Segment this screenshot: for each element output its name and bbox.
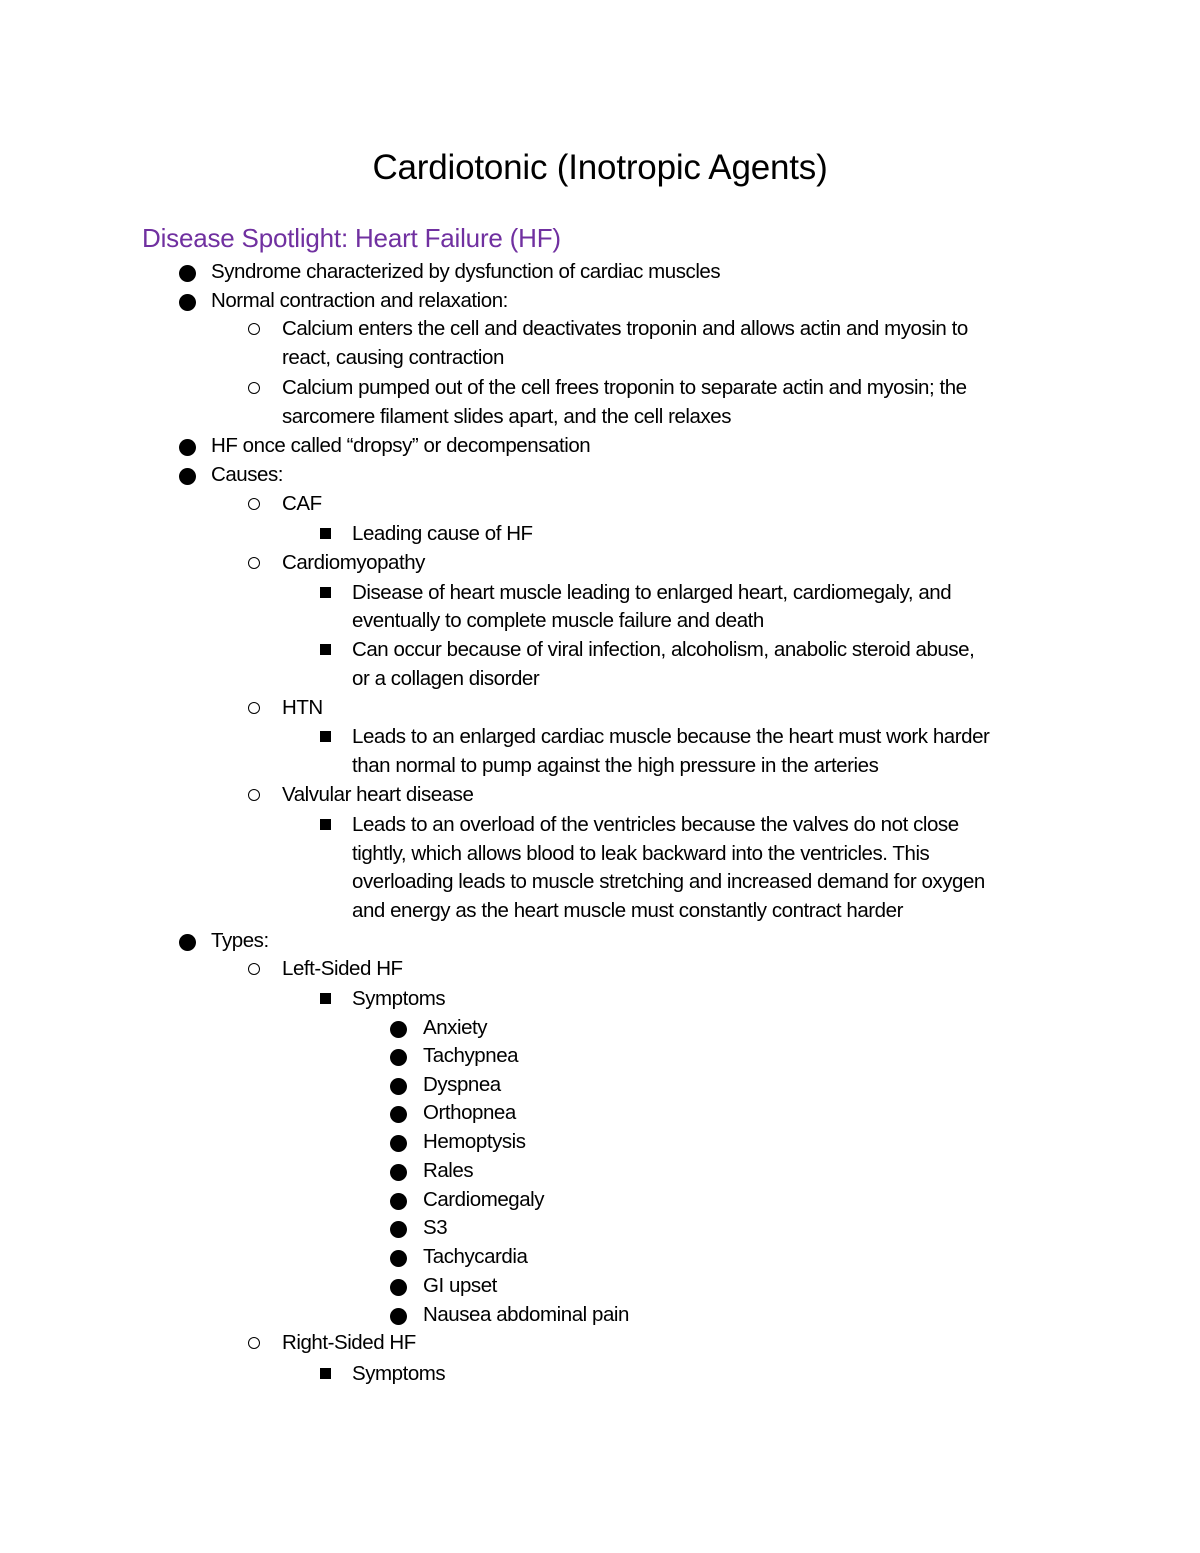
document-title: Cardiotonic (Inotropic Agents) xyxy=(372,148,828,187)
list-item: HF once called “dropsy” or decompensation xyxy=(211,434,591,457)
list-item: Calcium enters the cell and deactivates troponin and allows actin and myosin to xyxy=(282,317,968,340)
list-item: S3 xyxy=(423,1216,448,1239)
circle-bullet-icon xyxy=(248,557,260,569)
square-bullet-icon xyxy=(320,528,331,539)
circle-bullet-icon xyxy=(248,323,260,335)
square-bullet-icon xyxy=(320,731,331,742)
square-bullet-icon xyxy=(320,993,331,1004)
list-item-continuation: react, causing contraction xyxy=(282,346,504,369)
square-bullet-icon xyxy=(320,644,331,655)
square-bullet-icon xyxy=(320,819,331,830)
disc-bullet-icon xyxy=(390,1221,407,1238)
list-item: Anxiety xyxy=(423,1016,488,1039)
list-item: Tachypnea xyxy=(423,1044,519,1067)
disc-bullet-icon xyxy=(390,1279,407,1296)
list-item: Rales xyxy=(423,1159,474,1182)
disc-bullet-icon xyxy=(390,1021,407,1038)
circle-bullet-icon xyxy=(248,498,260,510)
disc-bullet-icon xyxy=(390,1250,407,1267)
list-item-continuation: than normal to pump against the high pressure in the arteries xyxy=(352,754,879,777)
list-item: Cardiomyopathy xyxy=(282,551,425,574)
circle-bullet-icon xyxy=(248,702,260,714)
list-item: CAF xyxy=(282,492,322,515)
list-item: Types: xyxy=(211,929,269,952)
list-item-continuation: or a collagen disorder xyxy=(352,667,540,690)
list-item: Calcium pumped out of the cell frees troponin to separate actin and myosin; the xyxy=(282,376,967,399)
circle-bullet-icon xyxy=(248,382,260,394)
disc-bullet-icon xyxy=(179,294,196,311)
circle-bullet-icon xyxy=(248,1337,260,1349)
list-item: Tachycardia xyxy=(423,1245,528,1268)
list-item: Normal contraction and relaxation: xyxy=(211,289,508,312)
list-item: HTN xyxy=(282,696,323,719)
circle-bullet-icon xyxy=(248,789,260,801)
disc-bullet-icon xyxy=(390,1135,407,1152)
list-item-continuation: eventually to complete muscle failure and death xyxy=(352,609,764,632)
list-item-continuation: sarcomere filament slides apart, and the cell relaxes xyxy=(282,405,732,428)
section-heading: Disease Spotlight: Heart Failure (HF) xyxy=(142,223,561,253)
square-bullet-icon xyxy=(320,587,331,598)
list-item: Syndrome characterized by dysfunction of cardiac muscles xyxy=(211,260,721,283)
disc-bullet-icon xyxy=(390,1078,407,1095)
disc-bullet-icon xyxy=(390,1308,407,1325)
disc-bullet-icon xyxy=(179,468,196,485)
list-item-continuation: tightly, which allows blood to leak backward into the ventricles. This xyxy=(352,842,930,865)
list-item: Can occur because of viral infection, alcoholism, anabolic steroid abuse, xyxy=(352,638,975,661)
list-item: Nausea abdominal pain xyxy=(423,1303,629,1326)
list-item: Causes: xyxy=(211,463,284,486)
list-item: Left-Sided HF xyxy=(282,957,403,980)
disc-bullet-icon xyxy=(179,265,196,282)
circle-bullet-icon xyxy=(248,963,260,975)
list-item: Symptoms xyxy=(352,987,446,1010)
square-bullet-icon xyxy=(320,1368,331,1379)
list-item-continuation: overloading leads to muscle stretching and increased demand for oxygen xyxy=(352,870,985,893)
disc-bullet-icon xyxy=(390,1049,407,1066)
disc-bullet-icon xyxy=(179,439,196,456)
disc-bullet-icon xyxy=(390,1164,407,1181)
list-item: GI upset xyxy=(423,1274,497,1297)
list-item: Disease of heart muscle leading to enlarged heart, cardiomegaly, and xyxy=(352,581,952,604)
list-item: Right-Sided HF xyxy=(282,1331,416,1354)
list-item: Orthopnea xyxy=(423,1101,516,1124)
disc-bullet-icon xyxy=(390,1193,407,1210)
list-item: Cardiomegaly xyxy=(423,1188,545,1211)
list-item: Leads to an enlarged cardiac muscle because the heart must work harder xyxy=(352,725,990,748)
list-item: Hemoptysis xyxy=(423,1130,526,1153)
list-item-continuation: and energy as the heart muscle must constantly contract harder xyxy=(352,899,903,922)
list-item: Leads to an overload of the ventricles because the valves do not close xyxy=(352,813,959,836)
list-item: Valvular heart disease xyxy=(282,783,474,806)
list-item: Symptoms xyxy=(352,1362,446,1385)
list-item: Leading cause of HF xyxy=(352,522,533,545)
list-item: Dyspnea xyxy=(423,1073,501,1096)
disc-bullet-icon xyxy=(179,934,196,951)
disc-bullet-icon xyxy=(390,1106,407,1123)
